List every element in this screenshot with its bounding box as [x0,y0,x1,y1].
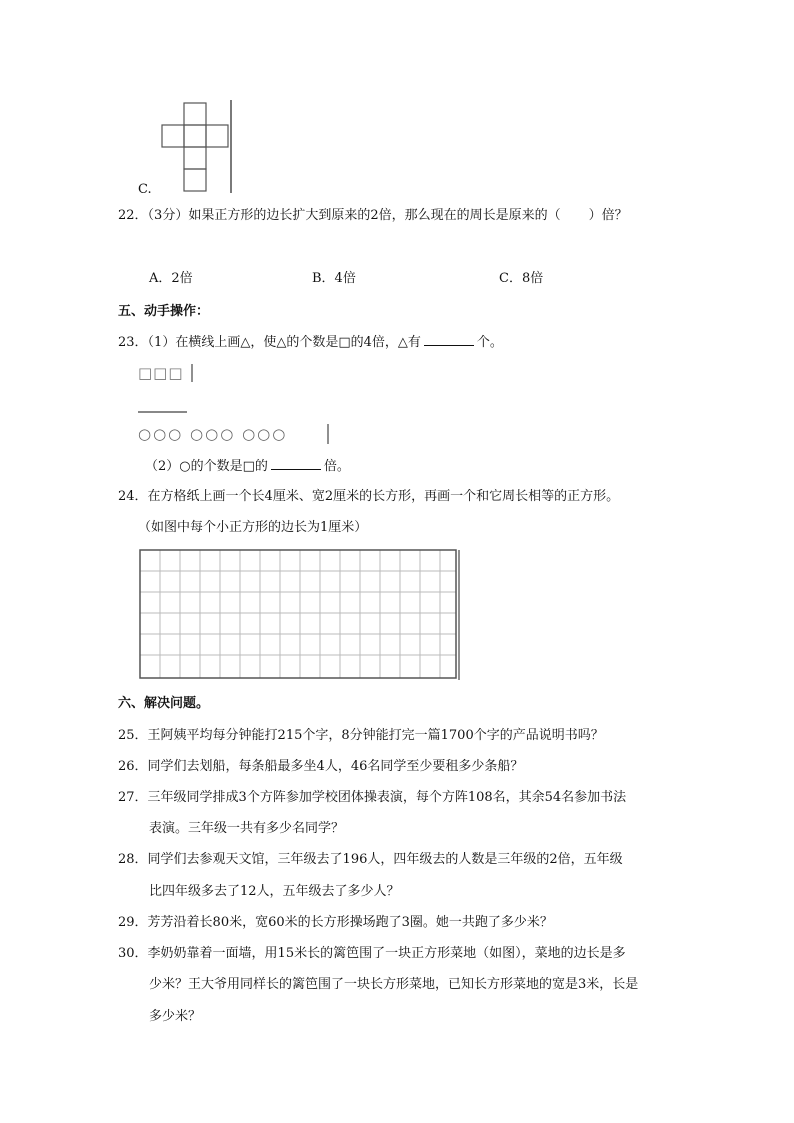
problem-text: 同学们去参观天文馆，三年级去了196人，四年级去的人数是三年级的2倍，五年级 [147,852,623,867]
cube-net-figure [0,0,794,200]
problem-number: 27． [118,790,148,805]
problem-number: 29． [118,915,148,930]
problem-number: 25． [118,728,148,743]
question-23-part-2 [145,457,350,476]
question-text: （3分）如果正方形的边长扩大到原来的2倍，那么现在的周长是原来的（ [147,208,561,223]
question-number: 23． [118,335,148,350]
problem-27-continued: 表演。三年级一共有多少名同学？ [149,821,345,836]
problem-text: 同学们去划船，每条船最多坐4人，46名同学至少要租多少条船？ [147,759,524,774]
question-24-note: （如图中每个小正方形的边长为1厘米） [138,520,368,535]
problem-number: 30． [118,946,148,961]
problem-25 [118,727,604,745]
answer-blank[interactable] [424,333,474,346]
problem-text: 芳芳沿着长80米，宽60米的长方形操场跑了3圈。她一共跑了多少米？ [147,915,553,930]
question-number: 24． [118,489,148,504]
grid-paper[interactable] [140,550,460,682]
problem-28-continued: 比四年级多去了12人，五年级去了多少人？ [149,884,400,899]
problem-text: 王阿姨平均每分钟能打215个字，8分钟能打完一篇1700个字的产品说明书吗？ [147,728,604,743]
problem-number: 28． [118,852,148,867]
problem-28 [118,851,623,869]
question-text: （1）在横线上画△，使△的个数是□的4倍，△有 [147,335,421,350]
problem-30-continued-1: 少米？王大爷用同样长的篱笆围了一块长方形菜地，已知长方形菜地的宽是3米，长是 [149,977,639,992]
section-6-title: 六、解决问题。 [118,696,210,711]
squares-row: □□□ [138,364,184,382]
option-c-label: C. [138,182,152,197]
question-text-end: 倍。 [323,459,350,474]
problem-30-continued-2: 多少米？ [149,1009,202,1024]
problem-26 [118,758,523,776]
question-text: 在方格纸上画一个长4厘米、宽2厘米的长方形，再画一个和它周长相等的正方形。 [147,489,620,504]
problem-30 [118,945,626,963]
question-24 [118,488,619,506]
triangle-drawing-line[interactable] [138,396,188,412]
section-5-title: 五、动手操作： [118,304,210,319]
problem-text: 三年级同学排成3个方阵参加学校团体操表演，每个方阵108名，其余54名参加书法 [147,790,627,805]
answer-blank[interactable] [271,457,321,470]
circles-row: ○○○ ○○○ ○○○ [138,425,288,443]
question-text: （2）○的个数是□的 [145,459,268,474]
option-c[interactable]: C．8倍 [499,271,544,286]
option-a[interactable]: A．2倍 [149,271,193,286]
problem-27 [118,789,626,807]
question-text-end: ）倍？ [588,208,628,223]
problem-text: 李奶奶靠着一面墙，用15米长的篱笆围了一块正方形菜地（如图），菜地的边长是多 [147,946,626,961]
option-b[interactable]: B．4倍 [312,271,356,286]
problem-number: 26． [118,759,148,774]
question-22 [118,207,628,225]
problem-29 [118,914,553,932]
question-23-part-1 [118,333,503,352]
question-number: 22． [118,208,148,223]
question-text-end: 个。 [476,335,503,350]
